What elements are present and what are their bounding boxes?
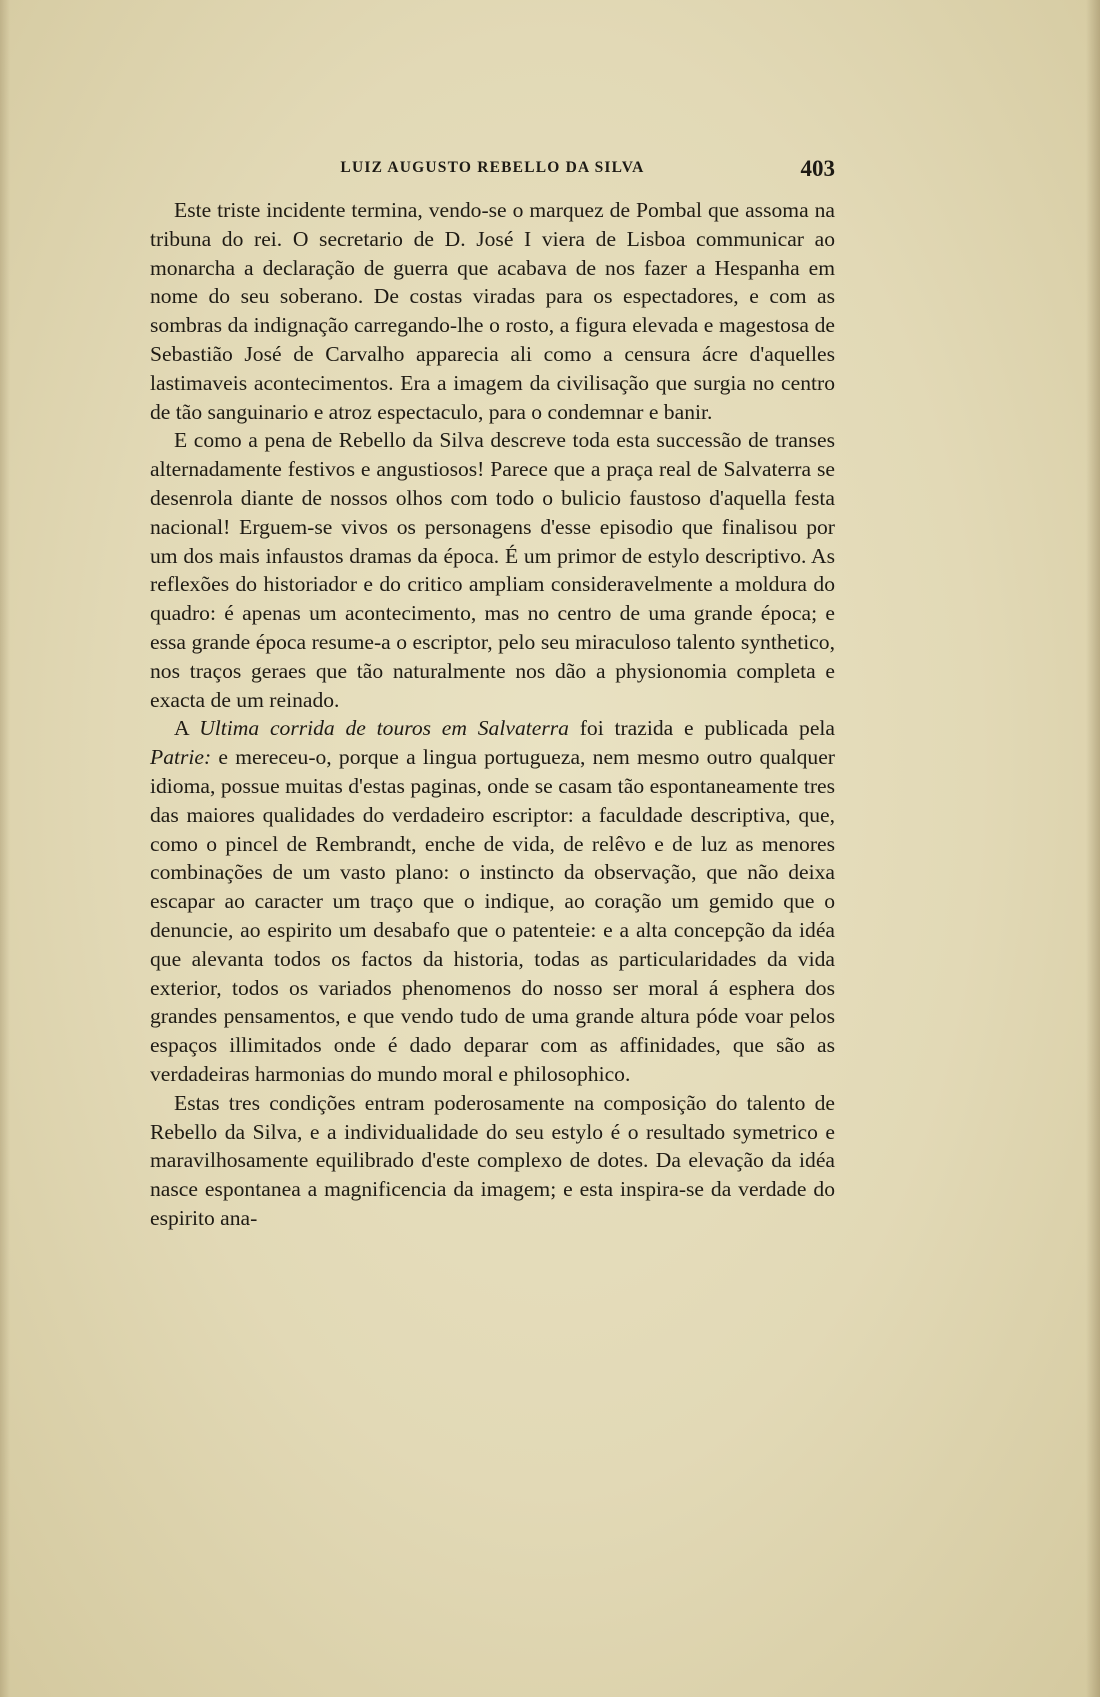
paragraph-3 bbox=[150, 714, 835, 1088]
paragraph-2: E como a pena de Rebello da Silva descreve toda esta successão de transes alternadamente festivos e angustiosos! Parece que a praça real de Salvaterra se desenrola diante de nossos olhos com todo o bulicio faustoso d'aquella festa nacional! Erguem-se vivos os personagens d'esse episodio que finalisou por um dos mais infaustos dramas da época. É um primor de estylo descriptivo. As reflexões do historiador e do critico ampliam consideravelmente a moldura do quadro: é apenas um acontecimento, mas no centro de uma grande época; e essa grande época resume-a o escriptor, pelo seu miraculoso talento synthetico, nos traços geraes que tão naturalmente nos dão a physionomia completa e exacta de um reinado. bbox=[150, 428, 835, 712]
page-header bbox=[150, 156, 835, 186]
page-number: 403 bbox=[800, 156, 835, 181]
paragraph-3-rest: e mereceu-o, porque a lingua portugueza, nem mesmo outro qualquer idioma, possue muitas d'estas paginas, onde se casam tão espontaneamente tres das maiores qualidades do verdadeiro escriptor: a faculdade descriptiva, que, como o pincel de Rembrandt, enche de vida, de relêvo e de luz as menores combinações de um vasto plano: o instincto da observação, que não deixa escapar ao caracter um traço que o indique, ao coração um gemido que o denuncie, ao espirito um desabafo que o patenteie: e a alta concepção da idéa que alevanta todos os factos da historia, todas as particularidades da vida exterior, todos os variados phenomenos do nosso ser moral á esphera dos grandes pensamentos, e que vendo tudo de uma grande altura póde voar pelos espaços illimitados onde é dado deparar com as affinidades, que são as verdadeiras harmonias do mundo moral e philosophico. bbox=[150, 745, 835, 1086]
paragraph-3-mid: foi trazida e publicada pela bbox=[568, 716, 836, 741]
paragraph-3-lead: A bbox=[174, 716, 200, 741]
work-title-italic: Ultima corrida de touros em Salvaterra bbox=[199, 716, 569, 741]
publication-name-italic: Patrie: bbox=[150, 745, 212, 770]
body-text bbox=[150, 196, 835, 1233]
running-title: LUIZ AUGUSTO REBELLO DA SILVA bbox=[340, 159, 645, 176]
paragraph-4: Estas tres condições entram poderosamente na composição do talento de Rebello da Silva, e a individualidade do seu estylo é o resultado symetrico e maravilhosamente equilibrado d'este complexo de dotes. Da elevação da idéa nasce espontanea a magnificencia da imagem; e esta inspira-se da verdade do espirito ana- bbox=[150, 1090, 835, 1230]
paragraph-1: Este triste incidente termina, vendo-se o marquez de Pombal que assoma na tribuna do rei. O secretario de D. José I viera de Lisboa communicar ao monarcha a declaração de guerra que acabava de nos fazer a Hespanha em nome do seu soberano. De costas viradas para os espectadores, e com as sombras da indignação carregando-lhe o rosto, a figura elevada e magestosa de Sebastião José de Carvalho apparecia ali como a censura ácre d'aquelles lastimaveis acontecimentos. Era a imagem da civilisação que surgia no centro de tão sanguinario e atroz espectaculo, para o condemnar e banir. bbox=[150, 198, 835, 424]
